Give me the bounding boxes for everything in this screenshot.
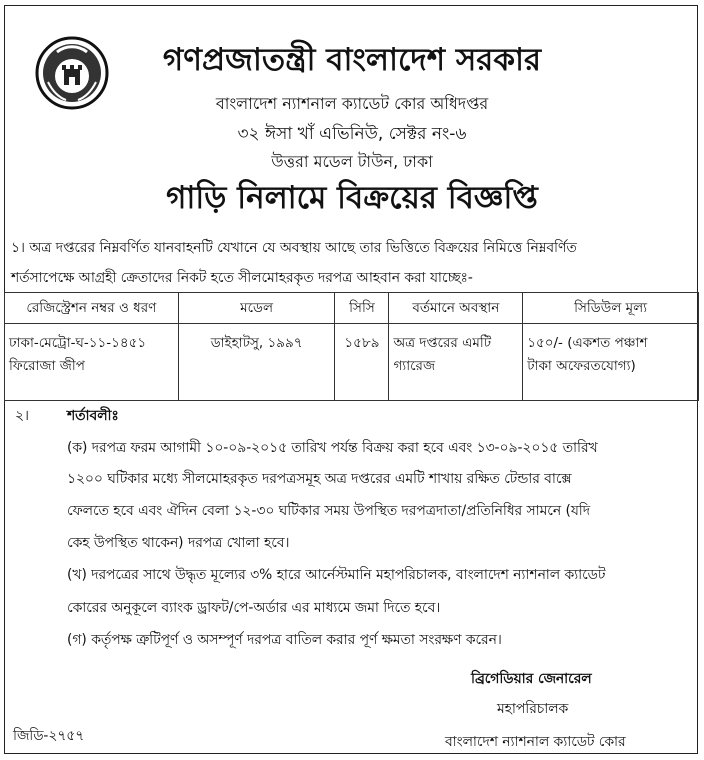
vehicle-type: ফিরোজা জীপ bbox=[9, 358, 85, 374]
intro-line-2: শর্তসাপেক্ষে আগ্রহী ক্রেতাদের নিকট হতে সীলমোহরকৃত দরপত্র আহবান করা যাচ্ছেঃ- bbox=[11, 270, 473, 286]
table-header-row bbox=[5, 293, 699, 324]
conditions-number: ২। bbox=[15, 408, 29, 424]
conditions-heading: শর্তাবলীঃ bbox=[67, 408, 119, 424]
condition-b-line-1: (খ) দরপত্রের সাথে উদ্ধৃত মূল্যের ৩% হারে আর্নেস্টমানি মহাপরিচালক, বাংলাদেশ ন্যাশনাল ক্যাডেট bbox=[67, 567, 606, 583]
signatory-rank: ব্রিগেডিয়ার জেনারেল bbox=[471, 671, 592, 687]
condition-a-line-1: (ক) দরপত্র ফরম আগামী ১০-০৯-২০১৫ তারিখ পর্যন্ত বিক্রয় করা হবে এবং ১৩-০৯-২০১৫ তারিখ bbox=[67, 440, 598, 456]
price-line-1: ১৫০/- (একশত পঞ্চাশ bbox=[527, 335, 648, 351]
signatory-designation: মহাপরিচালক bbox=[497, 701, 569, 717]
location-line-1: অত্র দপ্তরের এমটি bbox=[393, 335, 492, 351]
price-line-2: টাকা অফেরতযোগ্য) bbox=[527, 358, 636, 374]
cell-cc: ১৫৮৯ bbox=[335, 324, 389, 401]
location-line-2: গ্যারেজ bbox=[393, 358, 436, 374]
condition-c-line: (গ) কর্তৃপক্ষ ত্রুটিপূর্ণ ও অসম্পূর্ণ দরপত্র বাতিল করার পূর্ণ ক্ষমতা সংরক্ষণ করেন। bbox=[67, 632, 502, 648]
header-schedule-price: সিডিউল মূল্য bbox=[523, 293, 699, 324]
notice-title: গাড়ি নিলামে বিক্রয়ের বিজ্ঞপ্তি bbox=[166, 180, 538, 216]
registration-number: ঢাকা-মেট্রো-ঘ-১১-১৪৫১ bbox=[9, 335, 147, 351]
header-registration: রেজিস্ট্রেশন নম্বর ও ধরণ bbox=[5, 293, 179, 324]
condition-b-line-2: কোরের অনুকূলে ব্যাংক ড্রাফট/পে-অর্ডার এর মাধ্যমে জমা দিতে হবে। bbox=[67, 600, 441, 616]
notice-document bbox=[4, 5, 698, 754]
signatory-organization: বাংলাদেশ ন্যাশনাল ক্যাডেট কোর bbox=[445, 734, 626, 750]
reference-number: জিডি-২৭৫৭ bbox=[13, 728, 85, 744]
header-cc: সিসি bbox=[335, 293, 389, 324]
condition-a-line-3: ফেলতে হবে এবং ঐদিন বেলা ১২-৩০ ঘটিকার সময় উপস্থিত দরপত্রদাতা/প্রতিনিধির সামনে (যদি bbox=[67, 503, 590, 519]
cell-registration bbox=[5, 324, 179, 401]
condition-a-line-4: কেহ উপস্থিত থাকেন) দরপত্র খোলা হবে। bbox=[67, 535, 290, 551]
office-name: বাংলাদেশ ন্যাশনাল ক্যাডেট কোর অধিদপ্তর bbox=[215, 94, 489, 113]
header-model: মডেল bbox=[178, 293, 335, 324]
vehicle-table bbox=[4, 292, 699, 401]
condition-a-line-2: ১২০০ ঘটিকার মধ্যে সীলমোহরকৃত দরপত্রসমূহ অত্র দপ্তরের এমটি শাখায় রক্ষিত টেন্ডার বাক্সে bbox=[67, 471, 572, 487]
cell-location bbox=[389, 324, 523, 401]
intro-line-1: ১। অত্র দপ্তরের নিম্নবর্ণিত যানবাহনটি যেখানে যে অবস্থায় আছে তার ভিত্তিতে বিক্রয়ের নিমিত্তে নিম্নবর্ণিত bbox=[11, 240, 577, 256]
address-line-2: উত্তরা মডেল টাউন, ঢাকা bbox=[271, 152, 433, 171]
header-location: বর্তমানে অবস্থান bbox=[389, 293, 523, 324]
government-title: গণপ্রজাতন্ত্রী বাংলাদেশ সরকার bbox=[162, 42, 542, 78]
cell-model: ডাইহাটসু, ১৯৯৭ bbox=[178, 324, 335, 401]
table-row bbox=[5, 324, 699, 401]
address-line-1: ৩২ ঈসা খাঁ এভিনিউ, সেক্টর নং-৬ bbox=[237, 124, 467, 144]
cell-price bbox=[523, 324, 699, 401]
